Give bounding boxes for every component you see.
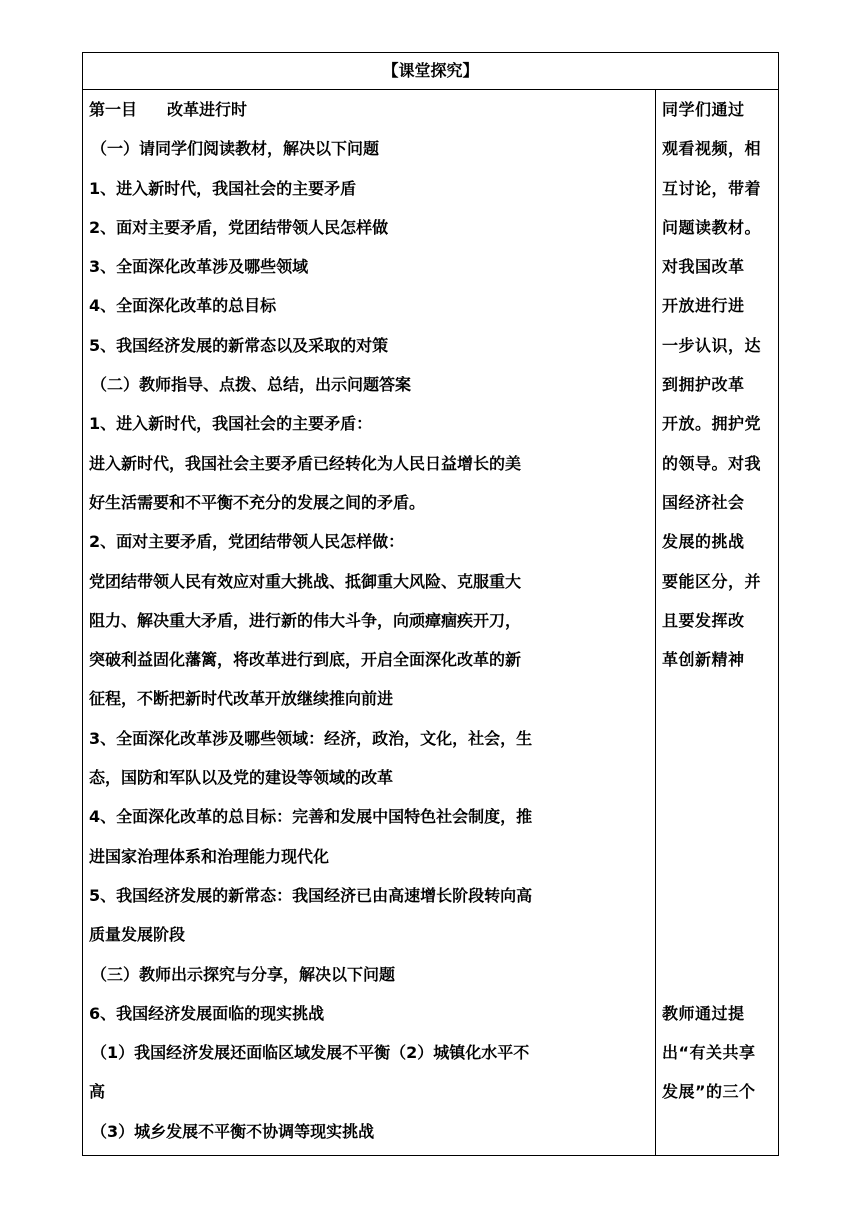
side-line: 同学们通过: [662, 100, 745, 119]
side-line: 观看视频，相: [662, 139, 762, 159]
main-line: 3、全面深化改革涉及哪些领域: [89, 257, 309, 277]
main-line: （一）请同学们阅读教材，解决以下问题: [91, 139, 380, 159]
main-line: 5、我国经济发展的新常态以及采取的对策: [89, 335, 389, 355]
main-line: 进国家治理体系和治理能力现代化: [89, 846, 330, 866]
side-line: 问题读教材。: [662, 217, 762, 237]
main-line: 4、全面深化改革的总目标: [89, 296, 277, 316]
teaching-notes-column: [662, 90, 780, 1112]
section-label: 第一目: [89, 100, 138, 119]
side-line: 开放。拥护党: [662, 414, 762, 434]
main-line: 好生活需要和不平衡不充分的发展之间的矛盾。: [89, 492, 426, 512]
main-line: 进入新时代，我国社会主要矛盾已经转化为人民日益增长的美: [89, 453, 522, 473]
main-line: 5、我国经济发展的新常态：我国经济已由高速增长阶段转向高: [89, 885, 533, 905]
side-line: 开放进行进: [662, 296, 745, 316]
main-line: （1）我国经济发展还面临区域发展不平衡（2）城镇化水平不: [91, 1043, 530, 1063]
main-line: 高: [89, 1082, 106, 1102]
main-content-column: [89, 90, 651, 1151]
main-line: （3）城乡发展不平衡不协调等现实挑战: [91, 1121, 375, 1141]
side-line: 国经济社会: [662, 492, 745, 512]
side-line: 到拥护改革: [662, 375, 745, 395]
side-line: 互讨论，带着: [662, 178, 762, 198]
side-line: 的领导。对我: [662, 453, 762, 473]
main-line: 阻力、解决重大矛盾，进行新的伟大斗争，向顽瘴痼疾开刀，: [89, 610, 522, 630]
side-line: 教师通过提: [662, 1003, 745, 1023]
section-title: 改革进行时: [167, 100, 248, 119]
section-heading: [89, 90, 651, 129]
side-line: 对我国改革: [662, 257, 745, 277]
main-line: 2、面对主要矛盾，党团结带领人民怎样做：: [89, 532, 405, 552]
main-line: 征程，不断把新时代改革开放继续推向前进: [89, 689, 394, 709]
lesson-table: [82, 52, 779, 1156]
main-line: （二）教师指导、点拨、总结，出示问题答案: [91, 375, 412, 395]
side-line: 革创新精神: [662, 650, 745, 670]
side-line: 出“有关共享: [662, 1043, 756, 1063]
main-line: 质量发展阶段: [89, 925, 186, 945]
side-line: 且要发挥改: [662, 610, 745, 630]
side-line: 要能区分，并: [662, 571, 762, 591]
main-line: 突破利益固化藩篱，将改革进行到底，开启全面深化改革的新: [89, 650, 522, 670]
main-line: 1、进入新时代，我国社会的主要矛盾：: [89, 414, 373, 434]
main-line: 1、进入新时代，我国社会的主要矛盾: [89, 178, 357, 198]
column-divider: [655, 90, 656, 1155]
table-header: 【课堂探究】: [83, 53, 778, 90]
main-line: 6、我国经济发展面临的现实挑战: [89, 1003, 325, 1023]
main-line: 4、全面深化改革的总目标：完善和发展中国特色社会制度，推: [89, 807, 533, 827]
main-line: （三）教师出示探究与分享，解决以下问题: [91, 964, 396, 984]
main-line: 2、面对主要矛盾，党团结带领人民怎样做: [89, 217, 389, 237]
main-line: 党团结带领人民有效应对重大挑战、抵御重大风险、克服重大: [89, 571, 522, 591]
side-line: 发展的挑战: [662, 532, 745, 552]
main-line: 3、全面深化改革涉及哪些领域：经济，政治，文化，社会，生: [89, 728, 533, 748]
main-line: 态，国防和军队以及党的建设等领域的改革: [89, 768, 394, 788]
side-line: 发展”的三个: [662, 1082, 756, 1102]
side-line: 一步认识，达: [662, 335, 762, 355]
